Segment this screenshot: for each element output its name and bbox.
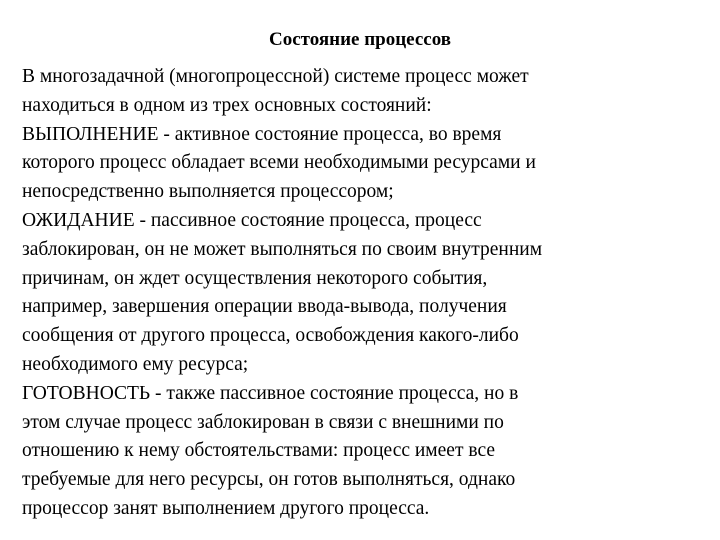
- text-line: находиться в одном из трех основных состояний:: [22, 94, 432, 116]
- page-title: Состояние процессов: [268, 29, 451, 50]
- text-line: причинам, он ждет осуществления некоторого события,: [22, 267, 488, 289]
- text-line: В многозадачной (многопроцессной) системе процесс может: [22, 66, 529, 87]
- text-line: непосредственно выполняется процессором;: [22, 181, 394, 203]
- text-line: ВЫПОЛНЕНИЕ - активное состояние процесса, во время: [22, 123, 502, 145]
- text-line: ОЖИДАНИЕ - пассивное состояние процесса, процесс: [22, 209, 482, 231]
- body-text: [22, 63, 712, 524]
- text-line: сообщения от другого процесса, освобождения какого-либо: [22, 325, 519, 347]
- text-line: этом случае процесс заблокирован в связи с внешними по: [22, 411, 504, 433]
- text-line: отношению к нему обстоятельствами: процесс имеет все: [22, 440, 495, 462]
- text-line: которого процесс обладает всеми необходимыми ресурсами и: [22, 152, 536, 174]
- text-line: требуемые для него ресурсы, он готов выполняться, однако: [22, 469, 516, 491]
- text-line: процессор занят выполнением другого процесса.: [22, 497, 430, 519]
- text-line: ГОТОВНОСТЬ - также пассивное состояние процесса, но в: [22, 382, 519, 404]
- text-line: необходимого ему ресурса;: [22, 353, 249, 375]
- text-line: например, завершения операции ввода-вывода, получения: [22, 296, 507, 318]
- text-line: заблокирован, он не может выполняться по своим внутренним: [22, 238, 543, 260]
